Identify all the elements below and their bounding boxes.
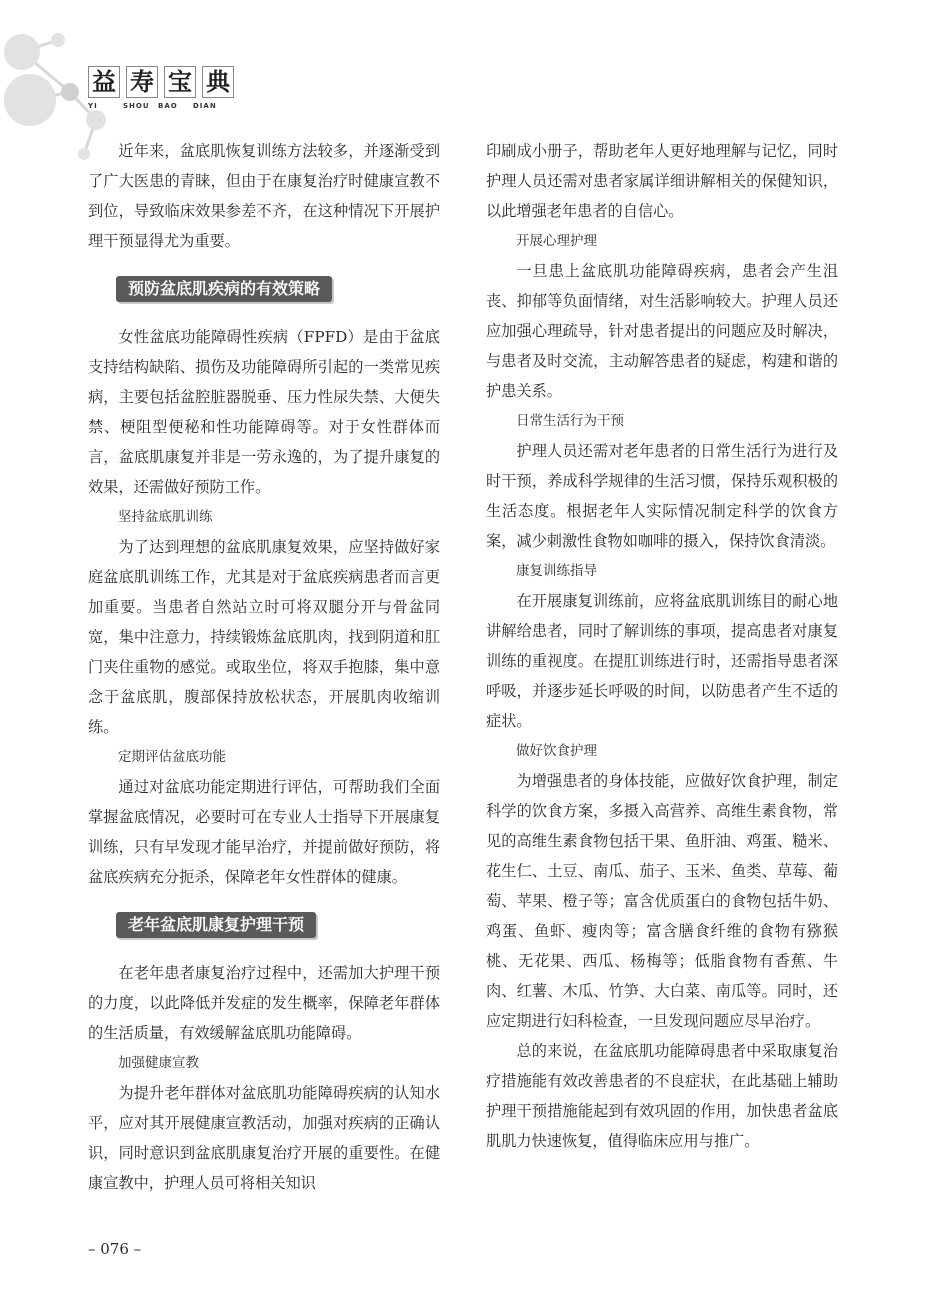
- section-heading-prevention: 预防盆底肌疾病的有效策略: [116, 276, 332, 302]
- logo-char: 宝: [164, 66, 196, 98]
- right-column: [486, 136, 838, 1156]
- section-heading-nursing: 老年盆底肌康复护理干预: [116, 912, 316, 938]
- logo-char: 益: [88, 66, 120, 98]
- intro-paragraph: 近年来，盆底肌恢复训练方法较多，并逐渐受到了广大医患的青睐，但由于在康复治疗时健康宣教不到位，导致临床效果参差不齐，在这种情况下开展护理干预显得尤为重要。: [88, 142, 440, 250]
- paragraph: 在开展康复训练前，应将盆底肌训练目的耐心地讲解给患者，同时了解训练的事项，提高患者对康复训练的重视度。在提肛训练进行时，还需指导患者深呼吸，并逐步延长呼吸的时间，以防患者产生不适的症状。: [486, 592, 838, 730]
- logo-pinyin: SHOU: [123, 102, 150, 110]
- paragraph: 一旦患上盆底肌功能障碍疾病，患者会产生沮丧、抑郁等负面情绪，对生活影响较大。护理人员还应加强心理疏导，针对患者提出的问题应及时解决，与患者及时交流，主动解答患者的疑虑，构建和谐的护患关系。: [486, 262, 838, 400]
- subheading: 康复训练指导: [516, 563, 597, 579]
- subheading: 加强健康宣教: [118, 1055, 199, 1071]
- subheading: 开展心理护理: [516, 233, 597, 249]
- page-number: – 076 –: [88, 1240, 142, 1258]
- logo-pinyin: BAO: [158, 102, 178, 110]
- paragraph: 通过对盆底功能定期进行评估，可帮助我们全面掌握盆底情况，必要时可在专业人士指导下开展康复训练，只有早发现才能早治疗，并提前做好预防，将盆底疾病充分扼杀，保障老年女性群体的健康。: [88, 778, 440, 886]
- journal-logo-title: [88, 66, 238, 98]
- conclusion-paragraph: 总的来说，在盆底肌功能障碍患者中采取康复治疗措施能有效改善患者的不良症状，在此基础上辅助护理干预措施能起到有效巩固的作用，加快患者盆底肌肌力快速恢复，值得临床应用与推广。: [486, 1042, 838, 1150]
- paragraph: 为了达到理想的盆底肌康复效果，应坚持做好家庭盆底肌训练工作，尤其是对于盆底疾病患者而言更加重要。当患者自然站立时可将双腿分开与骨盆同宽，集中注意力，持续锻炼盆底肌肉，找到阴道和肛门夹住重物的感觉。或取坐位，将双手抱膝，集中意念于盆底肌，腹部保持放松状态，开展肌肉收缩训练。: [88, 538, 440, 736]
- paragraph: 为提升老年群体对盆底肌功能障碍疾病的认知水平，应对其开展健康宣教活动，加强对疾病的正确认识，同时意识到盆底肌康复治疗开展的重要性。在健康宣教中，护理人员可将相关知识: [88, 1084, 440, 1192]
- paragraph: 在老年患者康复治疗过程中，还需加大护理干预的力度，以此降低并发症的发生概率，保障老年群体的生活质量，有效缓解盆底肌功能障碍。: [88, 964, 440, 1042]
- subheading: 定期评估盆底功能: [118, 749, 226, 765]
- subheading: 做好饮食护理: [516, 743, 597, 759]
- paragraph: 女性盆底功能障碍性疾病（FPFD）是由于盆底支持结构缺陷、损伤及功能障碍所引起的一类常见疾病，主要包括盆腔脏器脱垂、压力性尿失禁、大便失禁、梗阻型便秘和性功能障碍等。对于女性群体而言，盆底肌康复并非是一劳永逸的，为了提升康复的效果，还需做好预防工作。: [88, 328, 440, 496]
- paragraph: 为增强患者的身体技能，应做好饮食护理，制定科学的饮食方案，多摄入高营养、高维生素食物，常见的高维生素食物包括干果、鱼肝油、鸡蛋、糙米、花生仁、土豆、南瓜、茄子、玉米、鱼类、草莓、葡萄、苹果、橙子等；富含优质蛋白的食物包括牛奶、鸡蛋、鱼虾、瘦肉等；富含膳食纤维的食物有猕猴桃、无花果、西瓜、杨梅等；低脂食物有香蕉、牛肉、红薯、木瓜、竹笋、大白菜、南瓜等。同时，还应定期进行妇科检查，一旦发现问题应尽早治疗。: [486, 772, 838, 1030]
- logo-pinyin: YI: [88, 102, 98, 110]
- subheading: 日常生活行为干预: [516, 413, 624, 429]
- paragraph: 护理人员还需对老年患者的日常生活行为进行及时干预，养成科学规律的生活习惯，保持乐观积极的生活态度。根据老年人实际情况制定科学的饮食方案，减少刺激性食物如咖啡的摄入，保持饮食清淡。: [486, 442, 838, 550]
- paragraph: 印刷成小册子，帮助老年人更好地理解与记忆，同时护理人员还需对患者家属详细讲解相关的保健知识，以此增强老年患者的自信心。: [486, 142, 838, 220]
- logo-char: 典: [202, 66, 234, 98]
- left-column: [88, 136, 440, 1198]
- logo-pinyin: DIAN: [193, 102, 217, 110]
- journal-logo-pinyin: [88, 102, 238, 110]
- subheading: 坚持盆底肌训练: [118, 509, 213, 525]
- journal-logo: [88, 66, 238, 110]
- logo-char: 寿: [126, 66, 158, 98]
